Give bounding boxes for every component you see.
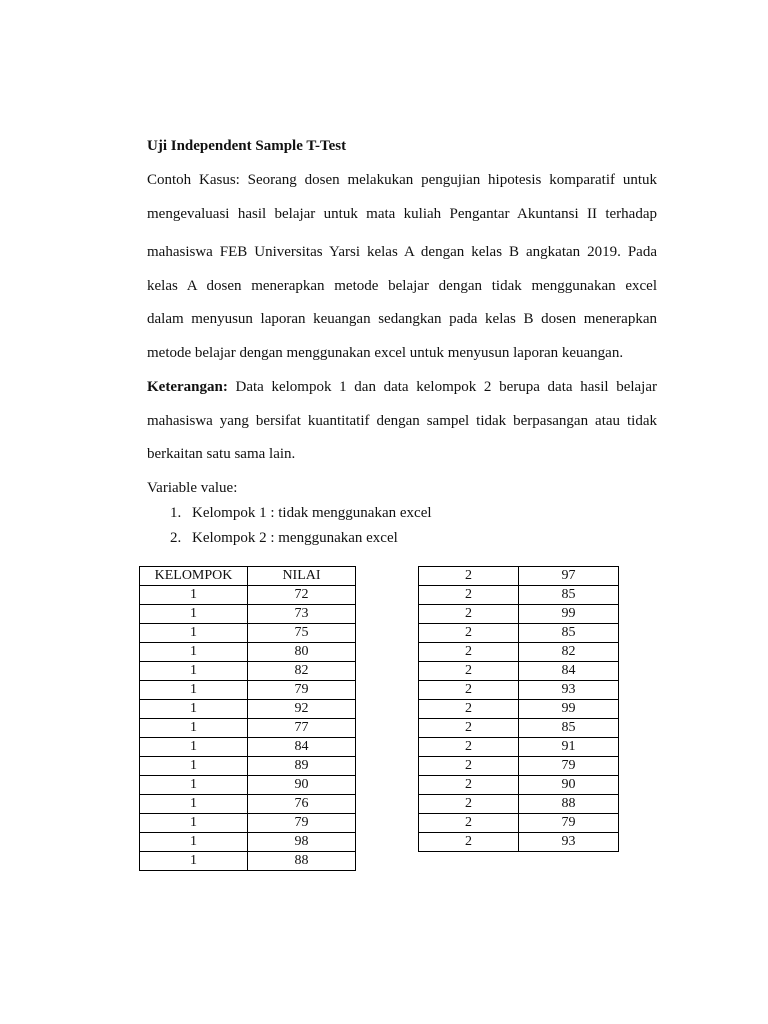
cell-kelompok: 1 (140, 662, 248, 681)
cell-kelompok: 1 (140, 738, 248, 757)
table-row (140, 852, 356, 871)
paragraph-line: mengevaluasi hasil belajar untuk mata kuliah Pengantar Akuntansi II terhadap (147, 206, 657, 222)
cell-nilai: 92 (248, 700, 356, 719)
cell-kelompok: 1 (140, 795, 248, 814)
cell-kelompok: 2 (419, 738, 519, 757)
cell-kelompok: 2 (419, 700, 519, 719)
table-row (419, 776, 619, 795)
keterangan-text: Data kelompok 1 dan data kelompok 2 berupa data hasil belajar (227, 379, 657, 395)
cell-nilai: 80 (248, 643, 356, 662)
table-row (419, 662, 619, 681)
list-text: Kelompok 2 : menggunakan excel (192, 530, 398, 546)
table-row (419, 643, 619, 662)
cell-nilai: 88 (248, 852, 356, 871)
cell-kelompok: 1 (140, 776, 248, 795)
paragraph-line: Contoh Kasus: Seorang dosen melakukan pengujian hipotesis komparatif untuk (147, 172, 657, 188)
cell-nilai: 85 (519, 719, 619, 738)
cell-nilai: 84 (248, 738, 356, 757)
table-row (140, 586, 356, 605)
cell-nilai: 93 (519, 833, 619, 852)
cell-kelompok: 1 (140, 586, 248, 605)
cell-kelompok: 2 (419, 681, 519, 700)
cell-nilai: 97 (519, 567, 619, 586)
cell-kelompok: 1 (140, 833, 248, 852)
table-row (419, 681, 619, 700)
cell-kelompok: 2 (419, 586, 519, 605)
cell-kelompok: 1 (140, 719, 248, 738)
variable-value-label: Variable value: (147, 480, 238, 496)
document-heading: Uji Independent Sample T-Test (147, 138, 347, 154)
table-row (140, 719, 356, 738)
paragraph-line (147, 377, 657, 397)
keterangan-label: Keterangan: (147, 379, 228, 395)
cell-nilai: 82 (519, 643, 619, 662)
list-text: Kelompok 1 : tidak menggunakan excel (192, 505, 432, 521)
cell-nilai: 73 (248, 605, 356, 624)
cell-kelompok: 1 (140, 700, 248, 719)
cell-kelompok: 2 (419, 795, 519, 814)
table-row (419, 567, 619, 586)
table-row (140, 605, 356, 624)
paragraph-line: dalam menyusun laporan keuangan sedangkan pada kelas B dosen menerapkan (147, 311, 657, 327)
cell-nilai: 90 (248, 776, 356, 795)
cell-nilai: 79 (519, 814, 619, 833)
cell-nilai: 76 (248, 795, 356, 814)
table-row (419, 624, 619, 643)
cell-nilai: 93 (519, 681, 619, 700)
paragraph-line: kelas A dosen menerapkan metode belajar dengan tidak menggunakan excel (147, 278, 657, 294)
cell-kelompok: 2 (419, 567, 519, 586)
table-row (419, 738, 619, 757)
cell-nilai: 75 (248, 624, 356, 643)
cell-nilai: 77 (248, 719, 356, 738)
paragraph-line: metode belajar dengan menggunakan excel untuk menyusun laporan keuangan. (147, 345, 624, 361)
list-item (170, 503, 432, 523)
cell-nilai: 91 (519, 738, 619, 757)
table-row (419, 757, 619, 776)
table-row (140, 795, 356, 814)
cell-kelompok: 1 (140, 643, 248, 662)
table-row (419, 700, 619, 719)
table-row (140, 738, 356, 757)
cell-kelompok: 2 (419, 719, 519, 738)
cell-kelompok: 1 (140, 681, 248, 700)
table-row (140, 833, 356, 852)
table-row (140, 643, 356, 662)
cell-kelompok: 2 (419, 776, 519, 795)
table-row (140, 757, 356, 776)
list-number: 2. (170, 530, 182, 546)
cell-kelompok: 1 (140, 814, 248, 833)
cell-kelompok: 1 (140, 757, 248, 776)
cell-nilai: 79 (248, 681, 356, 700)
paragraph-line: berkaitan satu sama lain. (147, 446, 296, 462)
table-row (419, 605, 619, 624)
cell-nilai: 79 (248, 814, 356, 833)
table-row (140, 624, 356, 643)
cell-kelompok: 2 (419, 605, 519, 624)
table-row (419, 795, 619, 814)
cell-nilai: 85 (519, 586, 619, 605)
table-row (140, 814, 356, 833)
table-row (140, 700, 356, 719)
list-number: 1. (170, 505, 182, 521)
cell-kelompok: 1 (140, 605, 248, 624)
paragraph-line: mahasiswa yang bersifat kuantitatif dengan sampel tidak berpasangan atau tidak (147, 413, 657, 429)
cell-nilai: 99 (519, 605, 619, 624)
cell-nilai: 89 (248, 757, 356, 776)
list-item (170, 528, 398, 548)
table-row (419, 586, 619, 605)
column-header-kelompok: KELOMPOK (140, 567, 248, 586)
cell-kelompok: 2 (419, 833, 519, 852)
cell-kelompok: 2 (419, 643, 519, 662)
cell-nilai: 79 (519, 757, 619, 776)
table-row (419, 719, 619, 738)
cell-nilai: 88 (519, 795, 619, 814)
cell-nilai: 90 (519, 776, 619, 795)
paragraph-line: mahasiswa FEB Universitas Yarsi kelas A dengan kelas B angkatan 2019. Pada (147, 244, 657, 260)
cell-nilai: 99 (519, 700, 619, 719)
cell-nilai: 82 (248, 662, 356, 681)
column-header-nilai: NILAI (248, 567, 356, 586)
table-kelompok-1 (139, 566, 356, 871)
table-row (419, 814, 619, 833)
cell-kelompok: 2 (419, 757, 519, 776)
table-row (419, 833, 619, 852)
cell-kelompok: 1 (140, 624, 248, 643)
cell-kelompok: 2 (419, 624, 519, 643)
table-row (140, 776, 356, 795)
table-kelompok-2 (418, 566, 619, 852)
table-row (140, 662, 356, 681)
table-header-row (140, 567, 356, 586)
cell-kelompok: 2 (419, 662, 519, 681)
table-row (140, 681, 356, 700)
cell-nilai: 72 (248, 586, 356, 605)
cell-kelompok: 1 (140, 852, 248, 871)
cell-kelompok: 2 (419, 814, 519, 833)
cell-nilai: 85 (519, 624, 619, 643)
cell-nilai: 98 (248, 833, 356, 852)
cell-nilai: 84 (519, 662, 619, 681)
